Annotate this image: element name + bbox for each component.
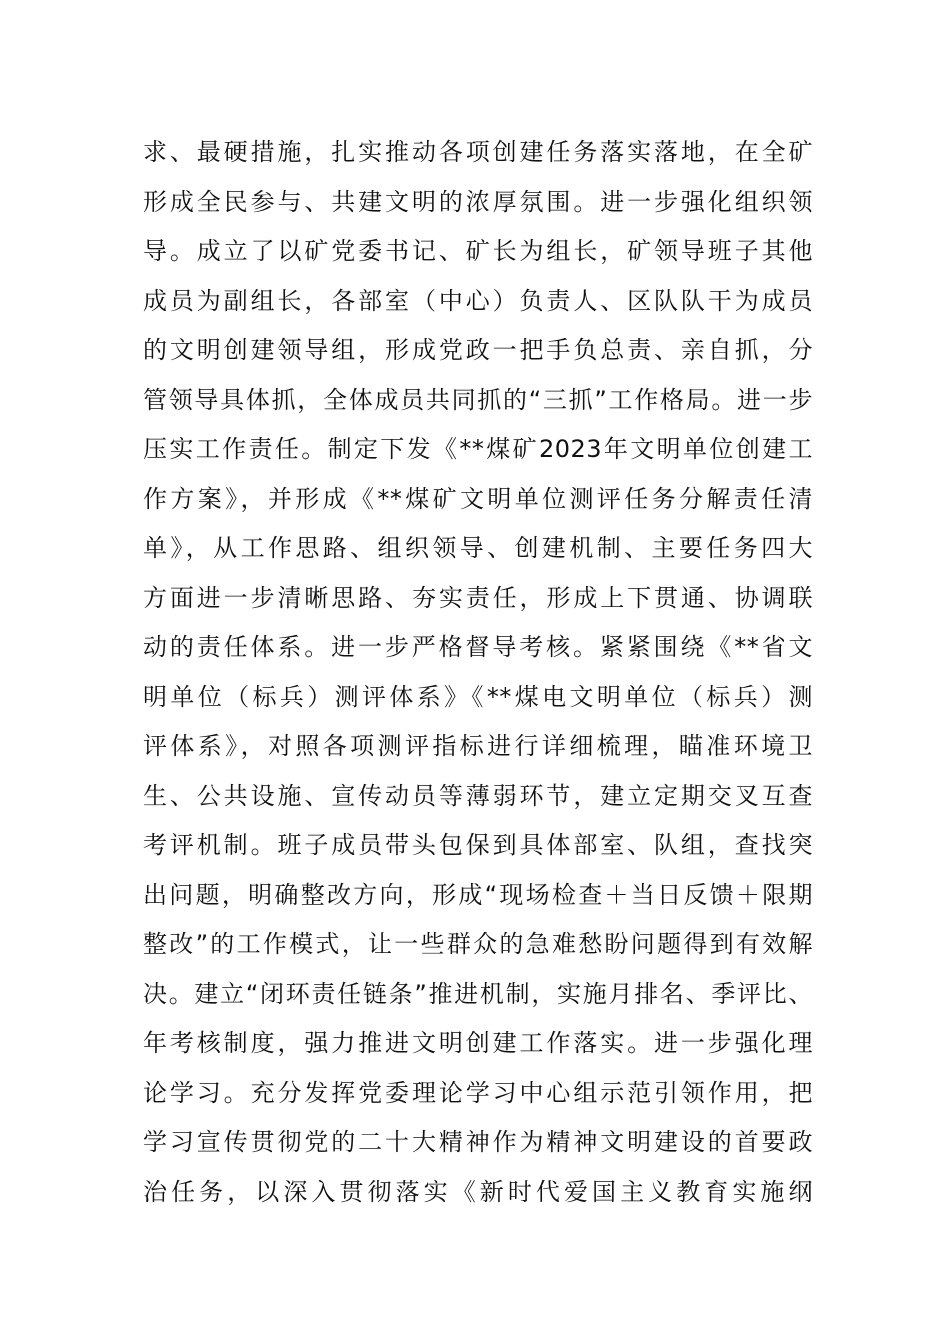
text-line-6: 管领导具体抓，全体成员共同抓的“三抓”工作格局。进一步	[143, 385, 813, 414]
text-line-15: 考评机制。班子成员带头包保到具体部室、队组，查找突	[143, 831, 813, 859]
text-line-11: 动的责任体系。进一步严格督导考核。紧紧围绕《**省文	[143, 633, 813, 661]
text-line-22: 治任务，以深入贯彻落实《新时代爱国主义教育实施纲	[143, 1177, 813, 1206]
text-line-8: 作方案》，并形成《**煤矿文明单位测评任务分解责任清	[143, 484, 813, 513]
text-line-19: 年考核制度，强力推进文明创建工作落实。进一步强化理	[143, 1029, 813, 1057]
text-line-12: 明单位（标兵）测评体系》《**煤电文明单位（标兵）测	[143, 682, 813, 711]
text-line-18: 决。建立“闭环责任链条”推进机制，实施月排名、季评比、	[143, 979, 813, 1008]
text-line-17: 整改”的工作模式，让一些群众的急难愁盼问题得到有效解	[143, 930, 813, 958]
text-line-13: 评体系》，对照各项测评指标进行详细梳理，瞄准环境卫	[143, 732, 813, 760]
text-line-1: 求、最硬措施，扎实推动各项创建任务落实落地，在全矿	[143, 138, 813, 166]
text-line-10: 方面进一步清晰思路、夯实责任，形成上下贯通、协调联	[143, 583, 813, 612]
text-line-9: 单》，从工作思路、组织领导、创建机制、主要任务四大	[143, 534, 813, 562]
text-line-2: 形成全民参与、共建文明的浓厚氛围。进一步强化组织领	[143, 187, 813, 216]
text-line-16: 出问题，明确整改方向，形成“现场检查＋当日反馈＋限期	[143, 880, 813, 909]
text-line-21: 学习宣传贯彻党的二十大精神作为精神文明建设的首要政	[143, 1128, 813, 1156]
text-line-3: 导。成立了以矿党委书记、矿长为组长，矿领导班子其他	[143, 237, 813, 265]
text-line-20: 论学习。充分发挥党委理论学习中心组示范引领作用，把	[143, 1078, 813, 1107]
text-line-7: 压实工作责任。制定下发《**煤矿2023年文明单位创建工	[143, 435, 813, 463]
text-line-14: 生、公共设施、宣传动员等薄弱环节，建立定期交叉互查	[143, 781, 813, 810]
text-line-5: 的文明创建领导组，形成党政一把手负总责、亲自抓，分	[143, 336, 813, 364]
text-line-4: 成员为副组长，各部室（中心）负责人、区队队干为成员	[143, 286, 813, 315]
body-paragraph	[143, 128, 813, 1217]
